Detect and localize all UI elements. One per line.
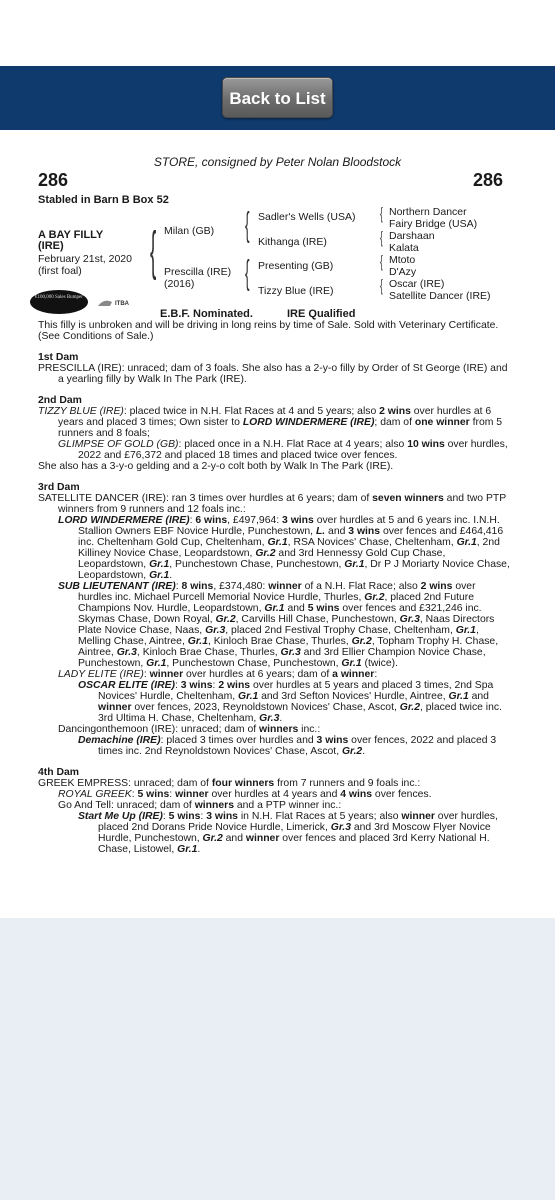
text-run: and two PTP winners from 9 runners and 12 foals inc.: — [58, 493, 506, 515]
text-run: 3 wins — [316, 735, 349, 746]
text-run: over hurdles, placed 2nd Dorans Pride Novice Hurdle, Limerick, — [98, 811, 498, 833]
text-run: and 3rd Hennessy Gold Cup Chase, Leopardstown, — [78, 548, 446, 570]
text-run: over fences, 2023, Reynoldstown Novices' Chase, Ascot, — [131, 702, 400, 713]
grade: Gr.2 — [364, 592, 385, 603]
progeny-entry — [38, 439, 510, 461]
text-run: over hurdles, 2022 and £76,372 and placed 18 times and placed twice over fences. — [78, 439, 508, 461]
pedigree-brace-g4: { — [380, 276, 383, 295]
winner-name: LORD WINDERMERE (IRE) — [242, 417, 375, 428]
grade: Gr.1 — [187, 636, 208, 647]
text-run: , Topham Trophy H. Chase, Aintree, — [78, 636, 499, 658]
text-run: 5 wins — [168, 811, 201, 822]
progeny-entry — [38, 669, 510, 680]
text-run: and a PTP winner inc.: — [233, 800, 342, 811]
lot-number-left: 286 — [38, 170, 69, 190]
horse-name-text: A BAY FILLY — [38, 229, 104, 241]
back-to-list-button[interactable]: Back to List — [222, 77, 333, 118]
text-run: Go And Tell: unraced; dam of — [58, 800, 195, 811]
text-run: , placed 2nd Future Champions Nov. Hurdle, Leopardstown, — [78, 592, 475, 614]
grade: Gr.3 — [280, 647, 301, 658]
text-run: : placed once in a N.H. Flat Race at 4 years; also — [178, 439, 408, 450]
text-run: winner — [98, 702, 132, 713]
horse-foaled — [38, 253, 132, 277]
progeny-entry — [38, 789, 510, 800]
grade: Gr.2 — [341, 746, 363, 757]
progeny-entry — [38, 680, 510, 724]
text-run: and 3rd Sefton Novices' Hurdle, Aintree, — [258, 691, 449, 702]
pedigree-g1: Northern Dancer — [389, 206, 467, 218]
text-run: : — [374, 669, 378, 680]
text-run: : — [169, 789, 176, 800]
text-run: and — [325, 526, 349, 537]
pedigree-g6: D'Azy — [389, 266, 417, 278]
grade: Gr.1 — [341, 658, 362, 669]
text-run: and — [222, 833, 246, 844]
pedigree-dam-name: Prescilla (IRE) — [164, 266, 232, 278]
grade: Gr.1 — [267, 537, 288, 548]
grade: Gr.1 — [177, 844, 198, 855]
pedigree-dam-sire: Presenting (GB) — [258, 260, 334, 272]
progeny-name: GLIMPSE OF GOLD (GB) — [58, 439, 179, 450]
text-run: and 3rd Moscow Flyer Novice Hurdle, Punchestown, — [98, 822, 491, 844]
text-run: : placed 3 times over hurdles and — [160, 735, 317, 746]
text-run: and — [468, 691, 489, 702]
progeny-entry — [38, 515, 510, 581]
pedigree-g7: Oscar (IRE) — [389, 278, 445, 290]
text-run: , £374,480: — [213, 581, 269, 592]
text-run: over fences, 2022 and placed 3 times inc. 2nd Reynoldstown Novices' Chase, Ascot, — [98, 735, 497, 757]
text-run: over hurdles inc. Michael Purcell Memorial Novice Hurdle, Thurles, — [78, 581, 476, 603]
pedigree-g2: Fairy Bridge (USA) — [389, 218, 478, 230]
text-run: 3 wins — [206, 811, 238, 822]
text-run: GREEK EMPRESS: unraced; dam of — [38, 778, 212, 789]
grade: Gr.1 — [264, 603, 285, 614]
text-run: 2 wins — [420, 581, 453, 592]
text-run: 6 wins — [195, 515, 228, 526]
text-run: , Kinloch Brae Chase, Thurles, — [136, 647, 281, 658]
text-run: winner — [149, 669, 184, 680]
text-run: winner — [401, 811, 435, 822]
text-run: : — [174, 680, 181, 691]
progeny-entry — [38, 800, 510, 811]
second-dam-note: She also has a 3-y-o gelding and a 2-y-o colt both by Walk In The Park (IRE). — [38, 461, 394, 472]
text-run: and — [284, 603, 308, 614]
pedigree-g5: Mtoto — [389, 254, 416, 266]
pedigree-g4: Kalata — [389, 242, 419, 254]
text-run: : — [162, 811, 169, 822]
grade: Gr.3 — [205, 625, 226, 636]
text-run: , 2nd Killiney Novice Chase, Leopardstown, — [78, 537, 500, 559]
pedigree-dam — [164, 266, 231, 290]
text-run: : — [189, 515, 196, 526]
foaled-date: February 21st, 2020 — [38, 253, 132, 265]
text-run: . — [362, 746, 366, 757]
text-run: : — [200, 811, 207, 822]
text-run: over hurdles at 5 and 6 years inc. I.N.H. Stallion Owners EBF Novice Hurdle, Punchestown, — [78, 515, 500, 537]
grade: Gr.2 — [351, 636, 372, 647]
progeny-entry — [38, 724, 510, 735]
text-run: seven winners — [372, 493, 444, 504]
text-run: a winner — [332, 669, 375, 680]
ebf-status: E.B.F. Nominated. — [160, 308, 253, 320]
text-run: . — [169, 570, 173, 581]
text-run: 2 wins — [379, 406, 411, 417]
text-run: : — [212, 680, 219, 691]
sales-bumper-logo: €100,000 Sales Bumper — [30, 290, 88, 314]
grade: Gr.3 — [259, 713, 280, 724]
pedigree-brace-main: { — [150, 221, 157, 281]
stabling-info: Stabled in Barn B Box 52 — [38, 194, 169, 206]
text-run: from 5 runners and 8 foals; — [58, 417, 503, 439]
horse-name — [38, 230, 103, 252]
intro-text: This filly is unbroken and will be driving in long reins by time of Sale. Sold with Veterinary Certificate. (See Conditions of Sale.) — [38, 320, 499, 342]
text-run: : placed twice in N.H. Flat Races at 4 and 5 years; also — [123, 406, 380, 417]
text-run: over hurdles at 5 years and placed 3 times, 2nd Spa Novices' Hurdle, Cheltenham, — [98, 680, 494, 702]
progeny-entry — [38, 811, 510, 855]
text-run: 4 wins — [340, 789, 373, 800]
text-run: winner — [268, 581, 302, 592]
grade: Gr.1 — [448, 691, 469, 702]
text-run: : — [175, 581, 182, 592]
fourth-dam-heading: 4th Dam — [38, 767, 79, 778]
grade: Gr.2 — [255, 548, 276, 559]
pedigree-brace-sire: { — [245, 206, 250, 244]
pedigree-sire-sire: Sadler's Wells (USA) — [258, 211, 356, 223]
text-run: , Punchestown Chase, Punchestown, — [169, 559, 345, 570]
text-run: 3 wins — [282, 515, 314, 526]
ire-status: IRE Qualified — [287, 308, 356, 320]
text-run: winner — [175, 789, 209, 800]
text-run: , placed 2nd Festival Trophy Chase, Cheltenham, — [225, 625, 456, 636]
pedigree-brace-g1: { — [380, 204, 383, 223]
text-run: (twice). — [361, 658, 398, 669]
text-run: 3 wins — [348, 526, 381, 537]
text-run: . — [279, 713, 283, 724]
text-run: SATELLITE DANCER (IRE): ran 3 times over hurdles at 6 years; dam of — [38, 493, 373, 504]
grade: Gr.1 — [455, 625, 476, 636]
text-run: over fences. — [372, 789, 432, 800]
text-run: , Dr P J Moriarty Novice Chase, Leopardstown, — [78, 559, 510, 581]
text-run: : — [131, 789, 138, 800]
grade: Gr.3 — [399, 614, 420, 625]
text-run: four winners — [211, 778, 275, 789]
text-run: in N.H. Flat Races at 5 years; also — [237, 811, 402, 822]
pedigree-brace-g3: { — [380, 252, 383, 271]
progeny-name: LADY ELITE (IRE) — [58, 669, 144, 680]
horse-country: (IRE) — [38, 240, 64, 252]
pedigree-g3: Darshaan — [389, 230, 435, 242]
text-run: over hurdles at 4 years and — [208, 789, 341, 800]
winner-name: Start Me Up (IRE) — [78, 811, 163, 822]
text-run: winner — [245, 833, 280, 844]
text-run: , Melling Chase, Aintree, — [78, 625, 479, 647]
fourth-dam-entry — [38, 778, 510, 789]
winner-name: Demachine (IRE) — [78, 735, 161, 746]
lot-number-right: 286 — [473, 170, 504, 190]
progeny-entry — [38, 581, 510, 669]
foal-note: (first foal) — [38, 265, 82, 277]
text-run: 5 wins — [307, 603, 340, 614]
winner-name: SUB LIEUTENANT (IRE) — [58, 581, 176, 592]
text-run: over fences and £464,416 inc. Cheltenham Gold Cup, Cheltenham, — [78, 526, 504, 548]
grade: Gr.1 — [238, 691, 259, 702]
text-run: 3 wins — [180, 680, 213, 691]
text-run: from 7 runners and 9 foals inc.: — [274, 778, 421, 789]
text-run: , Punchestown Chase, Punchestown, — [166, 658, 342, 669]
pedigree-sire: Milan (GB) — [164, 225, 215, 237]
third-dam-heading: 3rd Dam — [38, 482, 80, 493]
winner-name: OSCAR ELITE (IRE) — [78, 680, 175, 691]
grade: L. — [315, 526, 326, 537]
status-area — [0, 0, 555, 66]
grade: Gr.2 — [399, 702, 420, 713]
grade: Gr.3 — [116, 647, 137, 658]
text-run: winners — [259, 724, 299, 735]
text-run: winners — [194, 800, 234, 811]
text-run: over fences and placed 3rd Kerry National H. Chase, Listowel, — [98, 833, 490, 855]
text-run: . — [197, 844, 201, 855]
text-run: of a N.H. Flat Race; also — [301, 581, 421, 592]
text-run: , placed twice inc. 3rd Ultima H. Chase, Cheltenham, — [98, 702, 502, 724]
text-run: 10 wins — [407, 439, 445, 450]
page-footer-area — [0, 918, 555, 1200]
text-run: 2 wins — [218, 680, 251, 691]
text-run: : — [143, 669, 150, 680]
text-run: 8 wins — [181, 581, 214, 592]
itba-logo-text: ITBA — [115, 301, 129, 307]
grade: Gr.3 — [330, 822, 351, 833]
pedigree-g8: Satellite Dancer (IRE) — [389, 290, 491, 302]
text-run: inc.: — [298, 724, 321, 735]
first-dam-text: PRESCILLA (IRE): unraced; dam of 3 foals. She also has a 2-y-o filly by Order of St George (IRE) and a yearling filly by Walk In The Park (IRE). — [38, 363, 508, 385]
text-run: ; dam of — [374, 417, 415, 428]
itba-logo — [96, 296, 140, 310]
text-run: over hurdles at 6 years; dam of — [183, 669, 333, 680]
progeny-name: ROYAL GREEK — [58, 789, 132, 800]
catalogue-body — [38, 320, 510, 855]
grade: Gr.1 — [149, 570, 170, 581]
text-run: and 3rd Ellier Champion Novice Chase, Punchestown, — [78, 647, 486, 669]
second-dam-heading: 2nd Dam — [38, 395, 82, 406]
consignor-line: STORE, consigned by Peter Nolan Bloodstock — [153, 155, 402, 169]
grade: Gr.1 — [149, 559, 170, 570]
grade: Gr.1 — [344, 559, 365, 570]
progeny-entry — [38, 735, 510, 757]
pedigree-dam-year: (2016) — [164, 278, 195, 290]
text-run: , Naas Directors Plate Novice Chase, Naas, — [78, 614, 495, 636]
pedigree-brace-dam: { — [245, 254, 250, 292]
grade: Gr.2 — [215, 614, 236, 625]
third-dam-entry — [38, 493, 510, 515]
grade: Gr.1 — [456, 537, 477, 548]
grade: Gr.1 — [146, 658, 167, 669]
dam-name: TIZZY BLUE (IRE) — [38, 406, 124, 417]
first-dam-heading: 1st Dam — [38, 352, 79, 363]
text-run: , £497,964: — [227, 515, 283, 526]
pedigree-dam-dam: Tizzy Blue (IRE) — [258, 285, 334, 297]
text-run: 5 wins — [137, 789, 170, 800]
text-run: over fences and £321,246 inc. Skymas Chase, Down Royal, — [78, 603, 482, 625]
second-dam-entry — [38, 406, 510, 439]
pedigree-sire-dam: Kithanga (IRE) — [258, 236, 327, 248]
grade: Gr.2 — [202, 833, 223, 844]
text-run: one winner — [414, 417, 470, 428]
winner-name: LORD WINDERMERE (IRE) — [58, 515, 190, 526]
pedigree-brace-g2: { — [380, 228, 383, 247]
text-run: , Carvills Hill Chase, Punchestown, — [235, 614, 400, 625]
text-run: , Kinloch Brae Chase, Thurles, — [207, 636, 352, 647]
text-run: over hurdles at 6 years and placed 3 times; Own sister to — [58, 406, 492, 428]
text-run: Dancingonthemoon (IRE): unraced; dam of — [58, 724, 259, 735]
text-run: , RSA Novices' Chase, Cheltenham, — [287, 537, 457, 548]
